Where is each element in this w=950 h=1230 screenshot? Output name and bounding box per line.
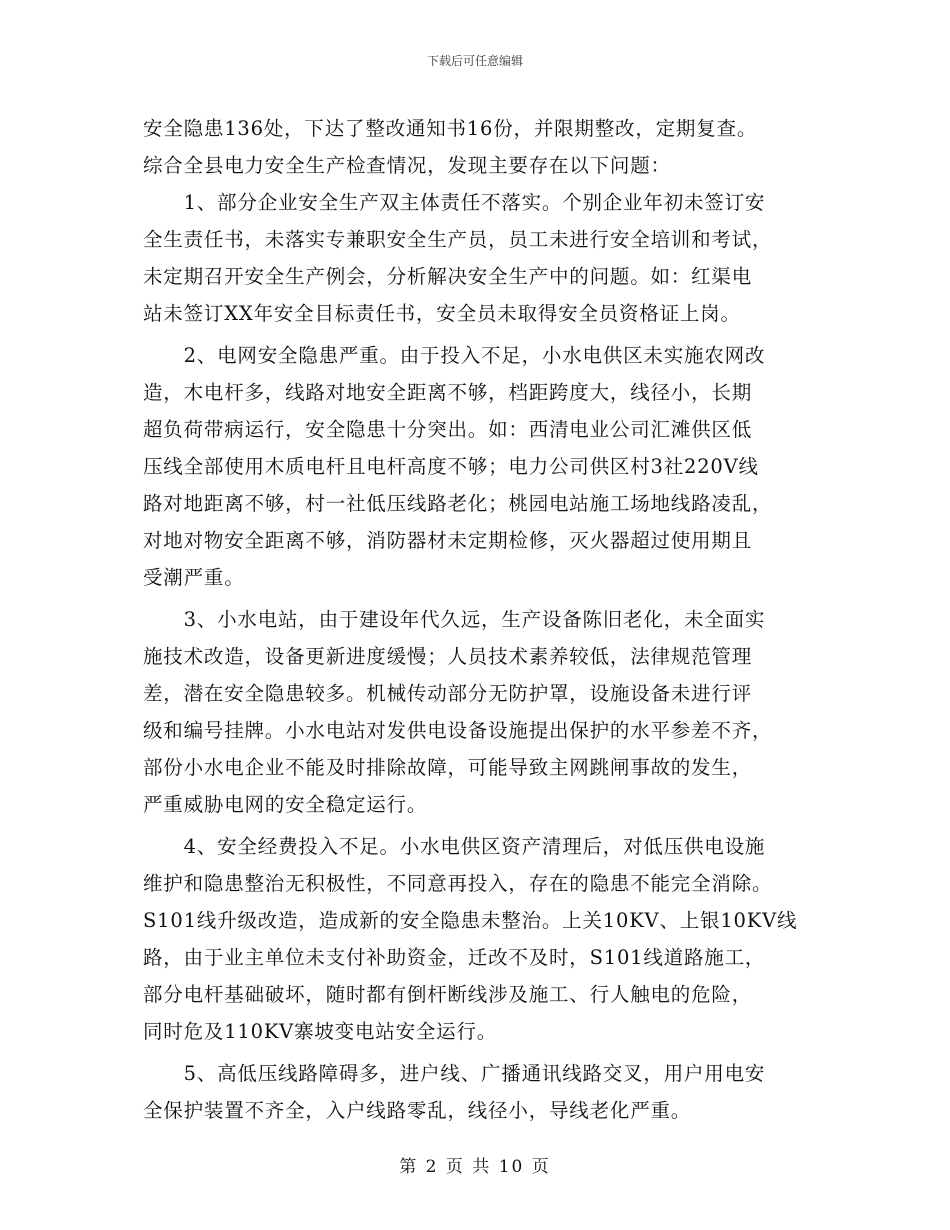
paragraph <box>143 184 813 332</box>
page-footer: 第 2 页 共 10 页 <box>399 1157 551 1177</box>
text-line: 压线全部使用木质电杆且电杆高度不够；电力公司供区村3社220V线 <box>143 455 759 478</box>
header-note: 下载后可任意编辑 <box>426 54 523 68</box>
text-line: 1、部分企业安全生产双主体责任不落实。个别企业年初未签订安 <box>143 191 766 214</box>
text-line: 站未签订XX年安全目标责任书，安全员未取得安全员资格证上岗。 <box>143 302 741 325</box>
text-line: 综合全县电力安全生产检查情况，发现主要存在以下问题： <box>143 154 671 177</box>
text-line: 4、安全经费投入不足。小水电供区资产清理后，对低压供电设施 <box>143 835 766 858</box>
paragraph <box>143 601 813 823</box>
text-line: 同时危及110KV寨坡变电站安全运行。 <box>143 1020 498 1043</box>
text-line: 全生责任书，未落实专兼职安全生产员，员工未进行安全培训和考试， <box>143 228 773 251</box>
text-line: 全保护装置不齐全，入户线路零乱，线径小，导线老化严重。 <box>143 1099 692 1122</box>
paragraph <box>143 337 813 596</box>
text-line: 路对地距离不够，村一社低压线路老化；桃园电站施工场地线路凌乱， <box>143 492 773 515</box>
paragraph <box>143 110 813 184</box>
text-line: 3、小水电站，由于建设年代久远，生产设备陈旧老化，未全面实 <box>143 608 766 631</box>
paragraph <box>143 828 813 1050</box>
text-line: 路，由于业主单位未支付补助资金，迁改不及时，S101线道路施工， <box>143 946 766 969</box>
text-line: 差，潜在安全隐患较多。机械传动部分无防护罩，设施设备未进行评 <box>143 682 753 705</box>
document-body <box>143 110 813 1129</box>
text-line: 受潮严重。 <box>143 566 245 589</box>
text-line: 2、电网安全隐患严重。由于投入不足，小水电供区未实施农网改 <box>143 344 766 367</box>
text-line: 5、高低压线路障碍多，进户线、广播通讯线路交叉，用户用电安 <box>143 1062 766 1085</box>
text-line: 超负荷带病运行，安全隐患十分突出。如：西清电业公司汇滩供区低 <box>143 418 753 441</box>
text-line: 对地对物安全距离不够，消防器材未定期检修，灭火器超过使用期且 <box>143 529 753 552</box>
text-line: 级和编号挂牌。小水电站对发供电设备设施提出保护的水平参差不齐， <box>143 719 773 742</box>
text-line: 严重威胁电网的安全稳定运行。 <box>143 793 428 816</box>
text-line: 安全隐患136处，下达了整改通知书16份，并限期整改，定期复查。 <box>143 117 758 140</box>
text-line: 部份小水电企业不能及时排除故障，可能导致主网跳闸事故的发生， <box>143 756 753 779</box>
text-line: 未定期召开安全生产例会，分析解决安全生产中的问题。如：红渠电 <box>143 265 753 288</box>
text-line: S101线升级改造，造成新的安全隐患未整治。上关10KV、上银10KV线 <box>143 909 798 932</box>
paragraph <box>143 1055 813 1129</box>
text-line: 部分电杆基础破坏，随时都有倒杆断线涉及施工、行人触电的危险， <box>143 983 753 1006</box>
text-line: 造，木电杆多，线路对地安全距离不够，档距跨度大，线径小，长期 <box>143 381 753 404</box>
text-line: 施技术改造，设备更新进度缓慢；人员技术素养较低，法律规范管理 <box>143 645 753 668</box>
text-line: 维护和隐患整治无积极性，不同意再投入，存在的隐患不能完全消除。 <box>143 872 773 895</box>
